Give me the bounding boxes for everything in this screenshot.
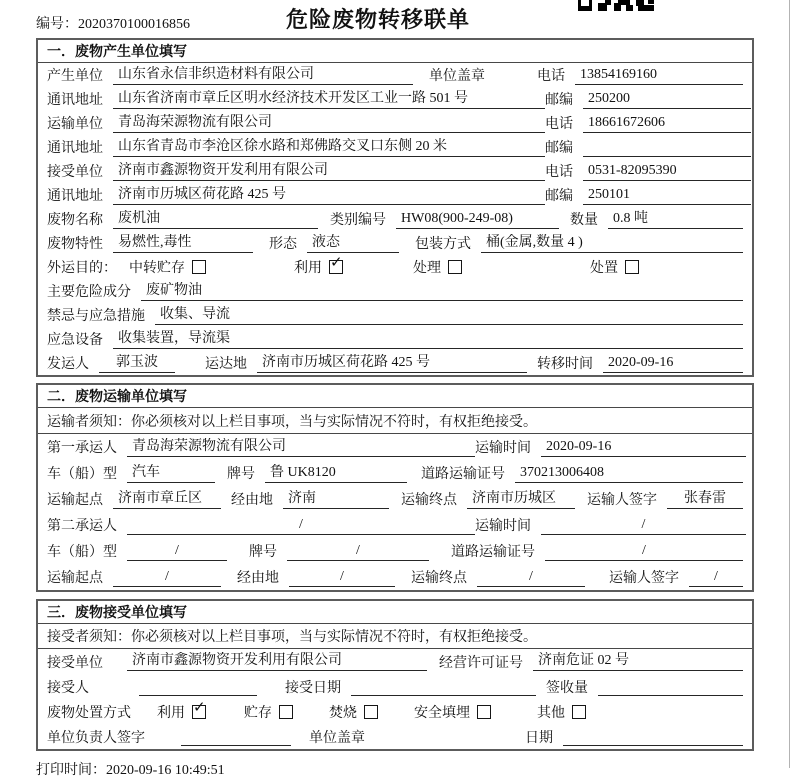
row-shipper	[38, 351, 752, 375]
value-dest: 济南市历城区荷花路 425 号	[257, 354, 527, 373]
value-carrier2-vehicle: /	[127, 542, 227, 561]
label-hazard: 主要危险成分	[47, 285, 131, 300]
disposal-option-landfill	[414, 702, 491, 722]
row-receive-unit	[38, 159, 752, 183]
value-license: 济南危证 02 号	[533, 652, 743, 671]
purpose-option-transfer-storage	[129, 257, 206, 277]
section-transporter-title: 二．废物运输单位填写	[38, 385, 752, 408]
label-equipment: 应急设备	[47, 333, 103, 348]
value-transfer-time: 2020-09-16	[603, 354, 743, 373]
value-transport-addr: 山东省青岛市李沧区徐水路和郑佛路交叉口东侧 20 米	[113, 138, 545, 157]
value-receive-zip: 250101	[583, 186, 751, 205]
label-category: 类别编号	[330, 213, 386, 228]
checkbox-disposal-utilize-checked: ✓	[192, 705, 206, 719]
value-carrier2-time: /	[541, 516, 746, 535]
checkbox-disposal-storage	[279, 705, 293, 719]
row-carrier1-vehicle	[38, 460, 752, 486]
value-carrier2-end: /	[477, 568, 585, 587]
document-header	[0, 0, 796, 38]
label-taboo: 禁忌与应急措施	[47, 309, 145, 324]
row-receiver-notice	[38, 624, 752, 649]
label-form: 形态	[269, 237, 297, 252]
value-equipment: 收集装置，导流渠	[113, 330, 743, 349]
value-carrier2-origin: /	[113, 568, 221, 587]
label-dest: 运达地	[205, 357, 247, 372]
row-carrier1-route	[38, 486, 752, 512]
label-produce-addr: 通讯地址	[47, 93, 103, 108]
label-carrier1-plate: 牌号	[227, 467, 255, 482]
value-carrier2-road-permit: /	[545, 542, 743, 561]
row-taboo	[38, 303, 752, 327]
section-receiver	[36, 599, 754, 751]
print-time-value: 2020-09-16 10:49:51	[106, 763, 225, 778]
label-produce-phone: 电话	[537, 69, 565, 84]
row-purpose	[38, 255, 752, 279]
label-carrier2-sign: 运输人签字	[609, 571, 679, 586]
page-title: 危险废物转移联单	[285, 7, 470, 32]
purpose-option-label: 处置	[590, 261, 618, 276]
qr-code-icon	[578, 0, 654, 16]
checkbox-disposal-incinerate	[364, 705, 378, 719]
row-carrier2-route	[38, 564, 752, 590]
label-carrier2-end: 运输终点	[411, 571, 467, 586]
section-producer	[36, 38, 754, 377]
value-receive-phone: 0531-82095390	[583, 162, 751, 181]
label-carrier1-origin: 运输起点	[47, 493, 103, 508]
label-receive-addr: 通讯地址	[47, 189, 103, 204]
page-scan-edge	[789, 0, 790, 768]
doc-number-label: 编号：	[36, 17, 78, 32]
value-shipper: 郭玉波	[99, 354, 175, 373]
label-receive-phone: 电话	[545, 165, 573, 180]
row-transporter-notice	[38, 408, 752, 434]
label-receive-unit-s3: 接受单位	[47, 655, 103, 671]
label-carrier1-time: 运输时间	[475, 441, 531, 456]
label-purpose: 外运目的：	[47, 261, 117, 276]
value-transport-unit: 青岛海荣源物流有限公司	[113, 114, 545, 133]
value-transport-zip	[583, 138, 751, 157]
value-receive-unit: 济南市鑫源物资开发利用有限公司	[113, 162, 545, 181]
value-carrier1-origin: 济南市章丘区	[113, 490, 221, 509]
purpose-option-treat	[413, 257, 462, 277]
label-carrier1: 第一承运人	[47, 441, 117, 456]
label-unit-seal: 单位盖章	[429, 69, 485, 84]
value-hazard: 废矿物油	[141, 282, 743, 301]
disposal-option-incinerate	[329, 702, 378, 722]
row-disposal	[38, 699, 752, 724]
disposal-option-storage	[244, 702, 293, 722]
receiver-notice-text: 接受者须知：你必须核对以上栏目事项，当与实际情况不符时，有权拒绝接受。	[47, 630, 537, 645]
transporter-notice-text: 运输者须知：你必须核对以上栏目事项，当与实际情况不符时，有权拒绝接受。	[47, 414, 537, 430]
purpose-option-label: 利用	[294, 261, 322, 276]
row-produce-unit	[38, 63, 752, 87]
value-carrier1-vehicle: 汽车	[127, 464, 215, 483]
section-receiver-title: 三．废物接受单位填写	[38, 601, 752, 624]
checkbox-dispose	[625, 260, 639, 274]
section-producer-title: 一．废物产生单位填写	[38, 40, 752, 63]
value-produce-unit: 山东省永信非织造材料有限公司	[113, 66, 413, 85]
value-package: 桶(金属,数量 4 )	[481, 234, 743, 253]
value-receive-date	[351, 677, 536, 696]
value-receive-addr: 济南市历城区荷花路 425 号	[113, 186, 545, 205]
label-transport-phone: 电话	[545, 117, 573, 132]
value-carrier1-name: 青岛海荣源物流有限公司	[127, 438, 475, 457]
row-hazard	[38, 279, 752, 303]
label-carrier2-plate: 牌号	[249, 545, 277, 560]
label-character: 废物特性	[47, 237, 103, 252]
value-transport-phone: 18661672606	[583, 114, 751, 133]
doc-number-value: 2020370100016856	[78, 17, 190, 32]
label-package: 包装方式	[415, 237, 471, 252]
row-transport-unit	[38, 111, 752, 135]
purpose-option-dispose	[590, 257, 639, 277]
checkbox-disposal-landfill	[477, 705, 491, 719]
value-carrier2-name: /	[127, 516, 475, 535]
purpose-option-label: 处理	[413, 261, 441, 276]
row-carrier2-vehicle	[38, 538, 752, 564]
purpose-option-label: 中转贮存	[129, 261, 185, 276]
label-carrier1-road-permit: 道路运输证号	[421, 467, 505, 482]
value-carrier1-plate: 鲁 UK8120	[265, 464, 407, 483]
disposal-option-label: 安全填埋	[414, 705, 470, 721]
value-carrier1-via: 济南	[283, 490, 389, 509]
value-carrier2-via: /	[289, 568, 395, 587]
label-carrier1-sign: 运输人签字	[587, 493, 657, 508]
value-receive-unit-s3: 济南市鑫源物资开发利用有限公司	[127, 652, 427, 671]
row-receive-addr	[38, 183, 752, 207]
label-receive-date: 接受日期	[285, 680, 341, 696]
value-receiver	[139, 677, 257, 696]
label-qty: 数量	[570, 213, 598, 228]
row-head-sign	[38, 724, 752, 749]
checkbox-treat	[448, 260, 462, 274]
value-date	[563, 727, 743, 746]
print-time-label: 打印时间：	[36, 763, 106, 778]
value-sign-qty	[598, 677, 743, 696]
row-receive-unit-s3	[38, 649, 752, 674]
disposal-option-label: 利用	[157, 705, 185, 721]
value-qty: 0.8 吨	[608, 210, 743, 229]
section-transporter	[36, 383, 754, 592]
label-carrier2-time: 运输时间	[475, 519, 531, 534]
value-carrier1-time: 2020-09-16	[541, 438, 746, 457]
label-license: 经营许可证号	[439, 655, 523, 671]
value-taboo: 收集、导流	[155, 306, 743, 325]
value-produce-phone: 13854169160	[575, 66, 743, 85]
row-receiver	[38, 674, 752, 699]
value-carrier1-sign: 张春雷	[667, 490, 743, 509]
row-equipment	[38, 327, 752, 351]
label-carrier1-vehicle: 车（船）型	[47, 467, 117, 482]
value-carrier1-road-permit: 370213006408	[515, 464, 743, 483]
label-carrier1-end: 运输终点	[401, 493, 457, 508]
label-disposal: 废物处置方式	[47, 705, 131, 721]
value-carrier2-plate: /	[287, 542, 429, 561]
label-sign-qty: 签收量	[546, 680, 588, 696]
label-carrier2: 第二承运人	[47, 519, 117, 534]
label-shipper: 发运人	[47, 357, 89, 372]
disposal-option-utilize	[157, 697, 206, 722]
disposal-option-label: 贮存	[244, 705, 272, 721]
label-carrier2-vehicle: 车（船）型	[47, 545, 117, 560]
disposal-option-label: 焚烧	[329, 705, 357, 721]
label-transport-addr: 通讯地址	[47, 141, 103, 156]
print-time	[36, 759, 796, 779]
label-transport-zip: 邮编	[545, 141, 573, 156]
value-head-sign	[181, 727, 291, 746]
label-transport-unit: 运输单位	[47, 117, 103, 132]
value-form: 液态	[307, 234, 399, 253]
value-waste-name: 废机油	[113, 210, 318, 229]
value-character: 易燃性,毒性	[113, 234, 253, 253]
label-receive-unit: 接受单位	[47, 165, 103, 180]
checkbox-transfer-storage	[192, 260, 206, 274]
label-transfer-time: 转移时间	[537, 357, 593, 372]
label-produce-unit: 产生单位	[47, 69, 103, 84]
row-waste-character	[38, 231, 752, 255]
checkbox-utilize-checked: ✓	[329, 260, 343, 274]
value-carrier1-end: 济南市历城区	[467, 490, 575, 509]
label-carrier1-via: 经由地	[231, 493, 273, 508]
label-waste-name: 废物名称	[47, 213, 103, 228]
label-carrier2-road-permit: 道路运输证号	[451, 545, 535, 560]
value-carrier2-sign: /	[689, 568, 743, 587]
row-produce-addr	[38, 87, 752, 111]
row-waste-name	[38, 207, 752, 231]
disposal-option-other	[537, 702, 586, 722]
label-receiver: 接受人	[47, 680, 89, 696]
value-produce-zip: 250200	[583, 90, 751, 109]
value-produce-addr: 山东省济南市章丘区明水经济技术开发区工业一路 501 号	[113, 90, 545, 109]
label-produce-zip: 邮编	[545, 93, 573, 108]
label-carrier2-via: 经由地	[237, 571, 279, 586]
label-head-sign: 单位负责人签字	[47, 730, 145, 746]
row-carrier1	[38, 434, 752, 460]
label-date: 日期	[525, 730, 553, 746]
disposal-option-label: 其他	[537, 705, 565, 721]
label-carrier2-origin: 运输起点	[47, 571, 103, 586]
row-transport-addr	[38, 135, 752, 159]
label-receive-zip: 邮编	[545, 189, 573, 204]
purpose-option-utilize	[294, 253, 343, 277]
value-category: HW08(900-249-08)	[396, 210, 559, 229]
row-carrier2	[38, 512, 752, 538]
checkbox-disposal-other	[572, 705, 586, 719]
label-unit-seal-s3: 单位盖章	[309, 730, 365, 746]
